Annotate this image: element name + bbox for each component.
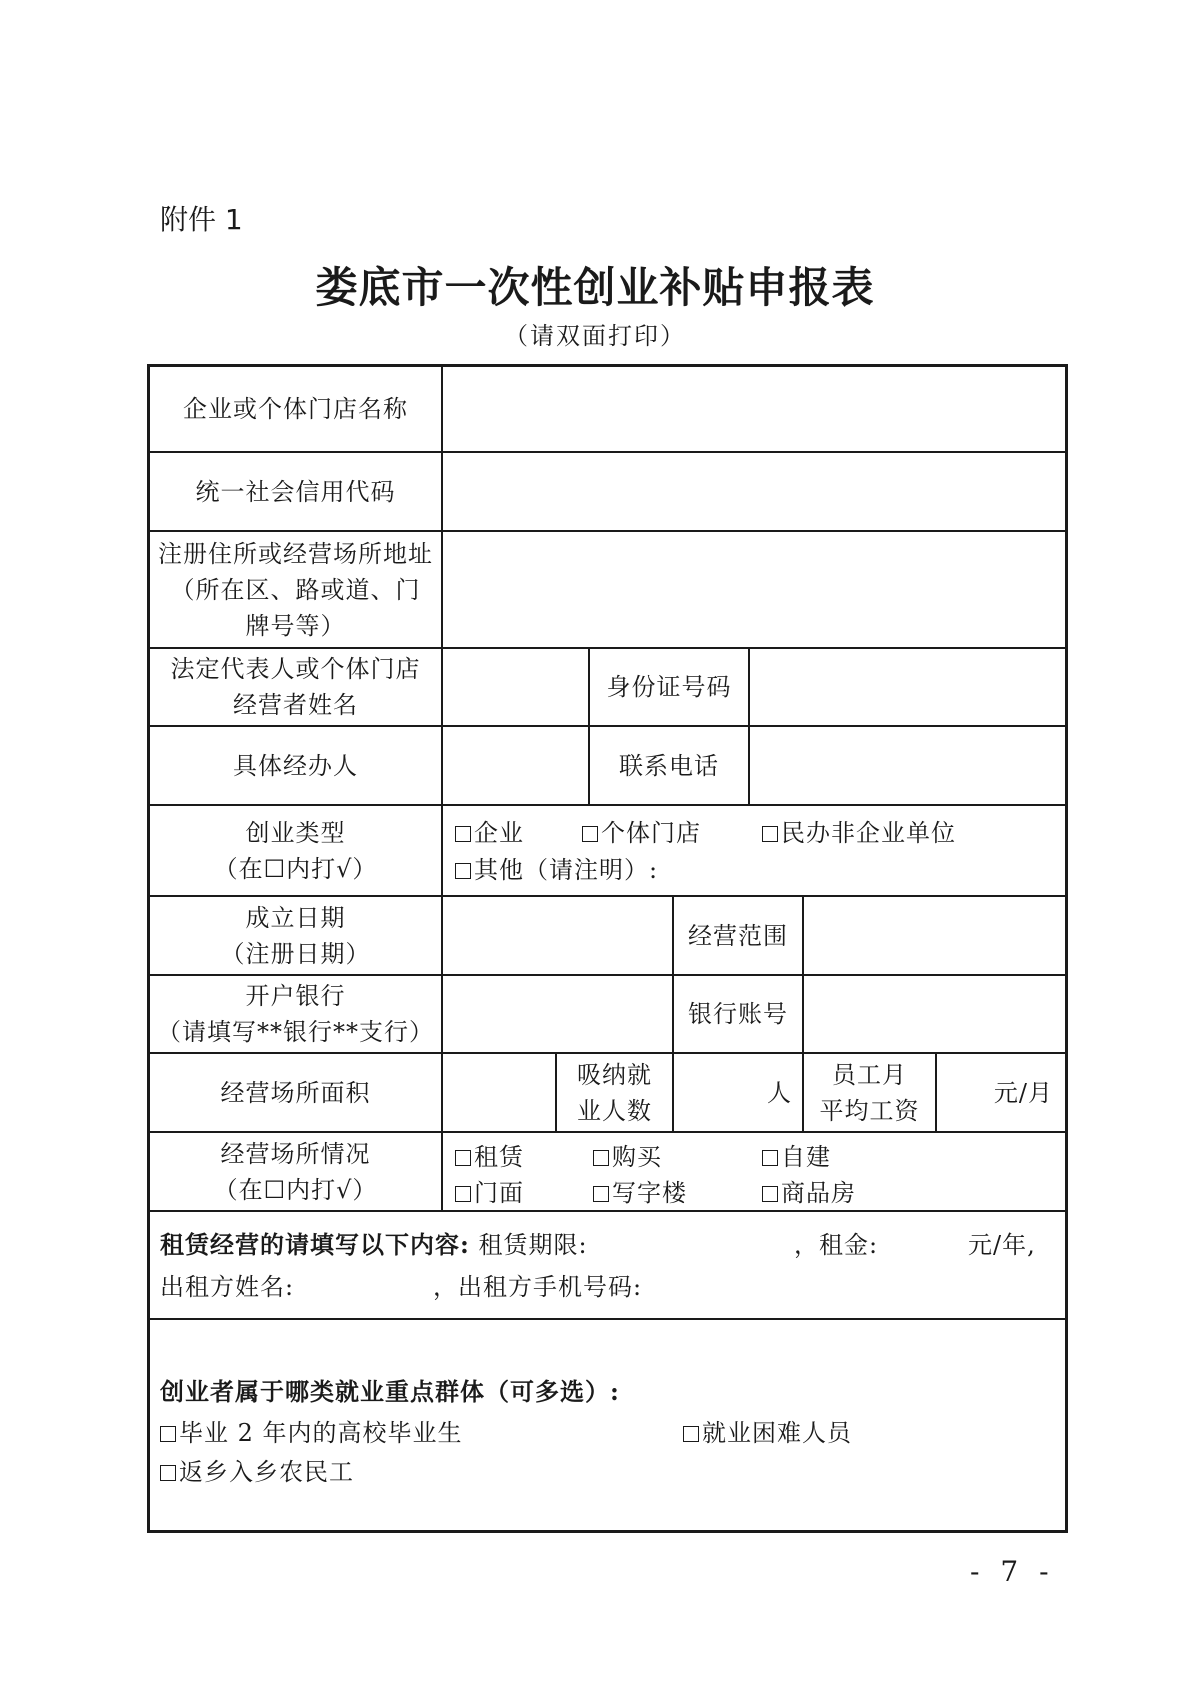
option-label: 企业: [474, 819, 524, 847]
company-name-field[interactable]: [443, 367, 1065, 451]
id-number-field[interactable]: [750, 649, 1065, 725]
account-label: 银行账号: [688, 1000, 788, 1028]
lessor-name-label: 出租方姓名:: [160, 1273, 295, 1301]
checkbox-icon: [160, 1465, 176, 1481]
biz-type-label: [150, 806, 441, 895]
employees-label-line: 业人数: [577, 1096, 652, 1125]
legal-rep-field[interactable]: [443, 649, 588, 725]
premises-label: [150, 1133, 441, 1210]
option-label: 租赁: [474, 1143, 524, 1171]
form-subtitle: （请双面打印）: [504, 322, 686, 350]
rent-unit: 元/年,: [968, 1231, 1036, 1259]
biz-type-label-line: 创业类型: [245, 818, 346, 847]
address-label: [150, 532, 441, 647]
premises-option-commercial[interactable]: [762, 1173, 856, 1208]
premises-option-purchase[interactable]: [593, 1137, 662, 1172]
checkbox-icon: [455, 1186, 471, 1202]
option-label: 毕业 2 年内的高校毕业生: [179, 1419, 463, 1447]
scope-label: 经营范围: [688, 921, 788, 950]
address-field[interactable]: [443, 532, 1065, 647]
address-label-line: （所在区、路或道、门: [170, 575, 421, 604]
phone-field[interactable]: [750, 727, 1065, 804]
legal-rep-label-line: 经营者姓名: [233, 691, 358, 719]
address-label-line: 注册住所或经营场所地址: [158, 539, 433, 568]
form-title: 娄底市一次性创业补贴申报表: [315, 263, 875, 312]
option-label: 民办非企业单位: [781, 819, 956, 847]
employees-label-line: 吸纳就: [577, 1060, 652, 1089]
rent-label: ，租金:: [794, 1231, 879, 1259]
employees-unit: 人: [767, 1078, 792, 1107]
checkbox-icon: [762, 826, 778, 842]
bank-label-line: 开户银行: [245, 982, 346, 1010]
premises-option-selfbuilt[interactable]: [762, 1137, 831, 1172]
group-option-migrant[interactable]: [160, 1452, 354, 1487]
lease-term-label: 租赁期限:: [478, 1231, 588, 1259]
legal-rep-label-line: 法定代表人或个体门店: [170, 655, 421, 683]
id-number-label: 身份证号码: [606, 673, 732, 701]
application-form-table: [147, 364, 1068, 1533]
salary-field[interactable]: [937, 1054, 1065, 1131]
area-field[interactable]: [443, 1054, 555, 1131]
biz-type-option-store[interactable]: [582, 813, 701, 848]
checkbox-icon: [455, 1150, 471, 1166]
legal-rep-label: [150, 649, 441, 725]
attachment-label: 附件 1: [160, 203, 243, 236]
checkbox-icon: [593, 1150, 609, 1166]
biz-type-option-other[interactable]: [455, 850, 658, 885]
option-label: 购买: [612, 1143, 662, 1171]
option-label: 个体门店: [601, 819, 701, 847]
checkbox-icon: [582, 826, 598, 842]
biz-type-option-enterprise[interactable]: [455, 813, 524, 848]
account-field[interactable]: [804, 976, 1065, 1052]
phone-label: 联系电话: [619, 751, 719, 780]
lease-intro: 租赁经营的请填写以下内容:: [160, 1230, 470, 1259]
founded-label: [150, 897, 441, 974]
checkbox-icon: [593, 1186, 609, 1202]
employees-field[interactable]: [674, 1054, 802, 1131]
salary-unit: 元/月: [993, 1078, 1053, 1107]
premises-label-line: （在☐内打√）: [213, 1175, 378, 1204]
premises-option-lease[interactable]: [455, 1137, 524, 1172]
group-option-hardship[interactable]: [683, 1413, 852, 1448]
salary-label-line: 员工月: [832, 1060, 907, 1089]
checkbox-icon: [160, 1426, 176, 1442]
option-label: 返乡入乡农民工: [179, 1458, 354, 1486]
salary-label-line: 平均工资: [819, 1096, 920, 1125]
option-label: 其他（请注明）:: [474, 856, 659, 884]
credit-code-field[interactable]: [443, 453, 1065, 530]
option-label: 写字楼: [612, 1179, 687, 1207]
page-number: - 7 -: [970, 1555, 1055, 1588]
checkbox-icon: [455, 863, 471, 879]
founded-label-line: 成立日期: [245, 903, 346, 932]
group-option-graduate[interactable]: [160, 1413, 463, 1448]
lease-info-line-1: [160, 1225, 588, 1260]
option-label: 自建: [781, 1143, 831, 1171]
founded-label-line: （注册日期）: [220, 939, 371, 968]
bank-label: [150, 976, 441, 1052]
checkbox-icon: [455, 826, 471, 842]
lessor-phone-label: ，出租方手机号码:: [433, 1273, 643, 1301]
checkbox-icon: [762, 1186, 778, 1202]
handler-label: 具体经办人: [233, 751, 358, 780]
premises-option-office[interactable]: [593, 1173, 687, 1208]
checkbox-icon: [683, 1426, 699, 1442]
biz-type-label-line: （在☐内打√）: [213, 854, 378, 883]
bank-field[interactable]: [443, 976, 672, 1052]
biz-type-option-nonprofit[interactable]: [762, 813, 956, 848]
credit-code-label: 统一社会信用代码: [195, 477, 396, 506]
company-name-label: 企业或个体门店名称: [183, 395, 408, 423]
bank-label-line: （请填写**银行**支行）: [157, 1018, 434, 1046]
scope-field[interactable]: [804, 897, 1065, 974]
employees-label: [557, 1054, 672, 1131]
handler-field[interactable]: [443, 727, 588, 804]
premises-label-line: 经营场所情况: [220, 1139, 371, 1168]
option-label: 就业困难人员: [702, 1419, 852, 1447]
premises-option-storefront[interactable]: [455, 1173, 524, 1208]
option-label: 商品房: [781, 1179, 856, 1207]
salary-label: [804, 1054, 935, 1131]
option-label: 门面: [474, 1179, 524, 1207]
group-title: 创业者属于哪类就业重点群体（可多选）:: [160, 1377, 620, 1406]
area-label: 经营场所面积: [220, 1078, 371, 1107]
checkbox-icon: [762, 1150, 778, 1166]
address-label-line: 牌号等）: [245, 611, 346, 640]
founded-field[interactable]: [443, 897, 672, 974]
